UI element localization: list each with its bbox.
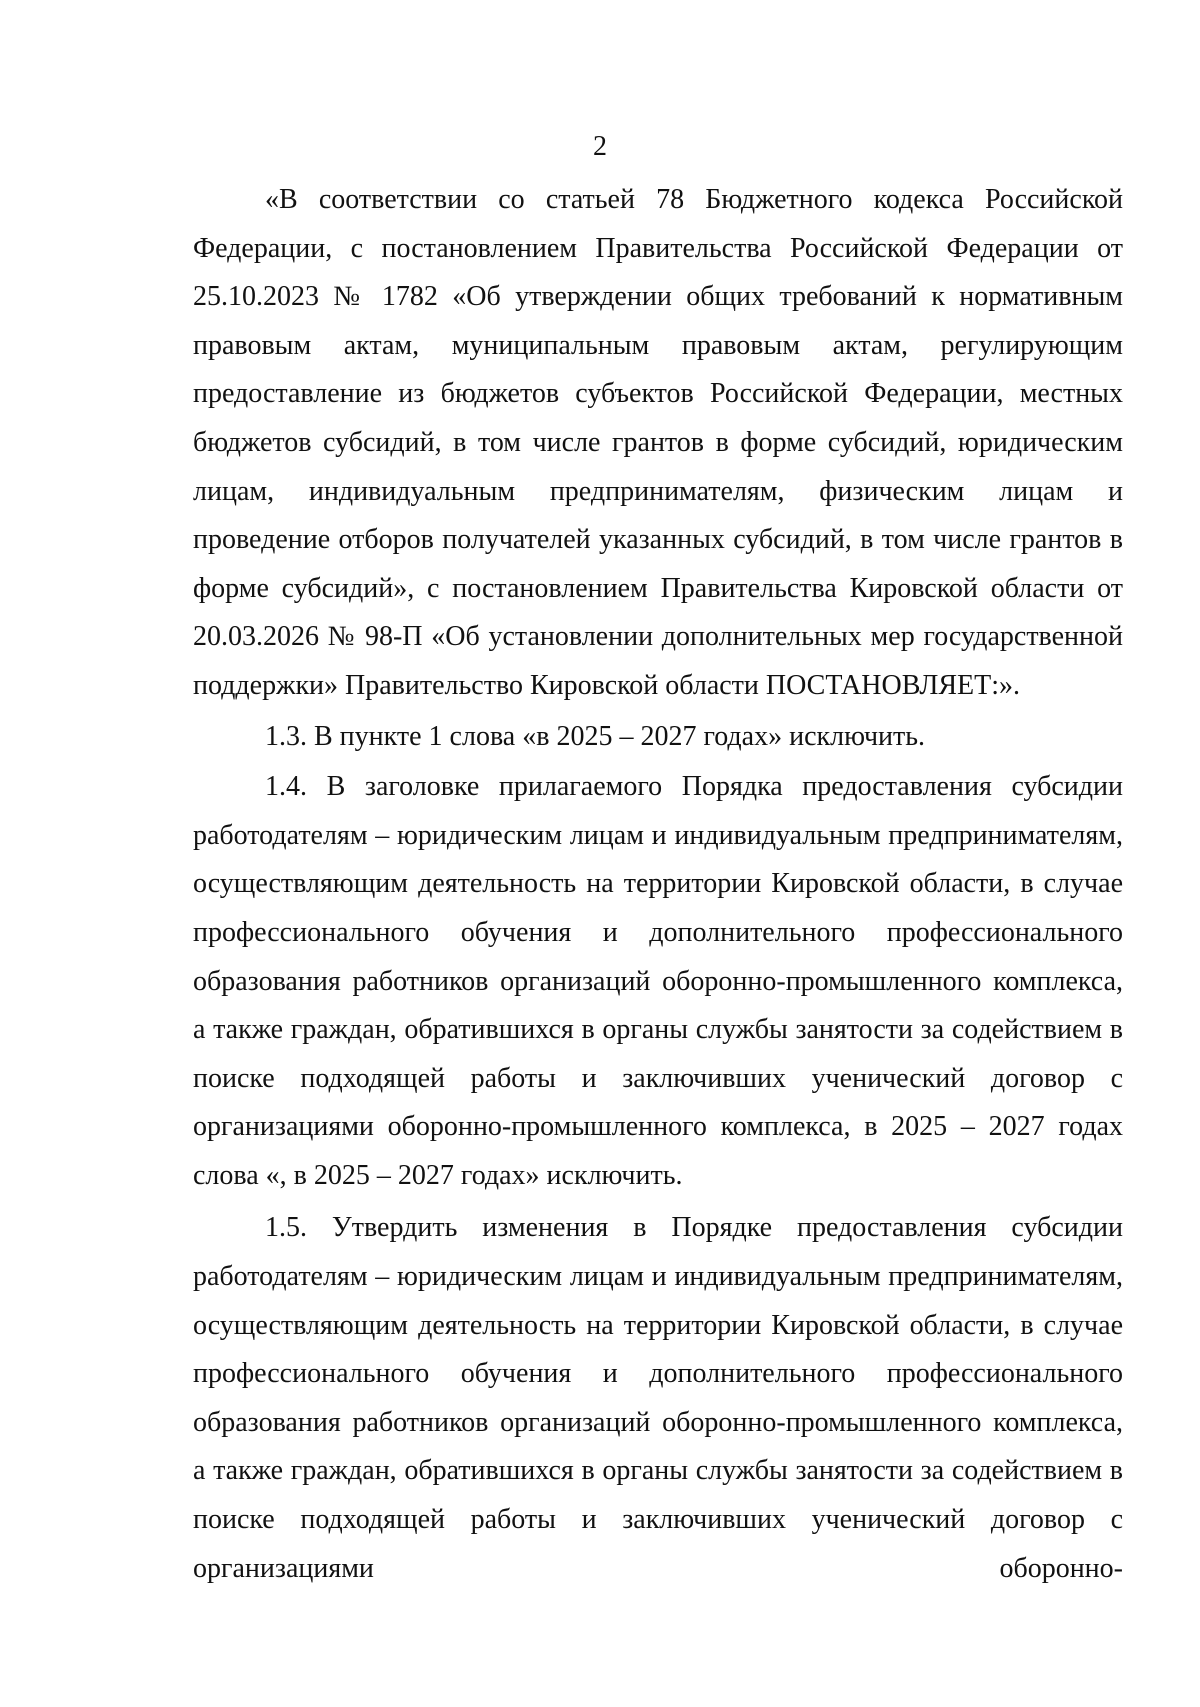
paragraph-item-1-4: 1.4. В заголовке прилагаемого Порядка предоставления субсидии работодателям – юридическим лицам и индивидуальным предпринимателям, осуществляющим деятельность на территории Кировской области, в случае профессионального обучения и дополнительного профессионального образования работников организаций оборонно-промышленного комплекса, а также граждан, обратившихся в органы службы занятости за содействием в поиске подходящей работы и заключивших ученический договор с организациями оборонно-промышленного комплекса, в 2025 – 2027 годах слова «, в 2025 – 2027 годах» исключить.: [193, 771, 1123, 1191]
paragraph-intro: «В соответствии со статьей 78 Бюджетного кодекса Российской Федерации, с постановлением Правительства Российской Федерации от 25.10.2023 № 1782 «Об утверждении общих требований к нормативным правовым актам, муниципальным правовым актам, регулирующим предоставление из бюджетов субъектов Российской Федерации, местных бюджетов субсидий, в том числе грантов в форме субсидий, юридическим лицам, индивидуальным предпринимателям, физическим лицам и проведение отборов получателей указанных субсидий, в том числе грантов в форме субсидий», с постановлением Правительства Кировской области от 20.03.2026 № 98-П «Об установлении дополнительных мер государственной поддержки» Правительство Кировской области ПОСТАНОВЛЯЕТ:».: [193, 184, 1123, 701]
document-body: [193, 176, 1123, 1593]
paragraph-item-1-3: 1.3. В пункте 1 слова «в 2025 – 2027 годах» исключить.: [265, 720, 926, 752]
paragraph-item-1-5: 1.5. Утвердить изменения в Порядке предоставления субсидии работодателям – юридическим лицам и индивидуальным предпринимателям, осуществляющим деятельность на территории Кировской области, в случае профессионального обучения и дополнительного профессионального образования работников организаций оборонно-промышленного комплекса, а также граждан, обратившихся в органы службы занятости за содействием в поиске подходящей работы и заключивших ученический договор с организациями оборонно-: [193, 1212, 1123, 1584]
page-number: 2: [593, 131, 607, 162]
